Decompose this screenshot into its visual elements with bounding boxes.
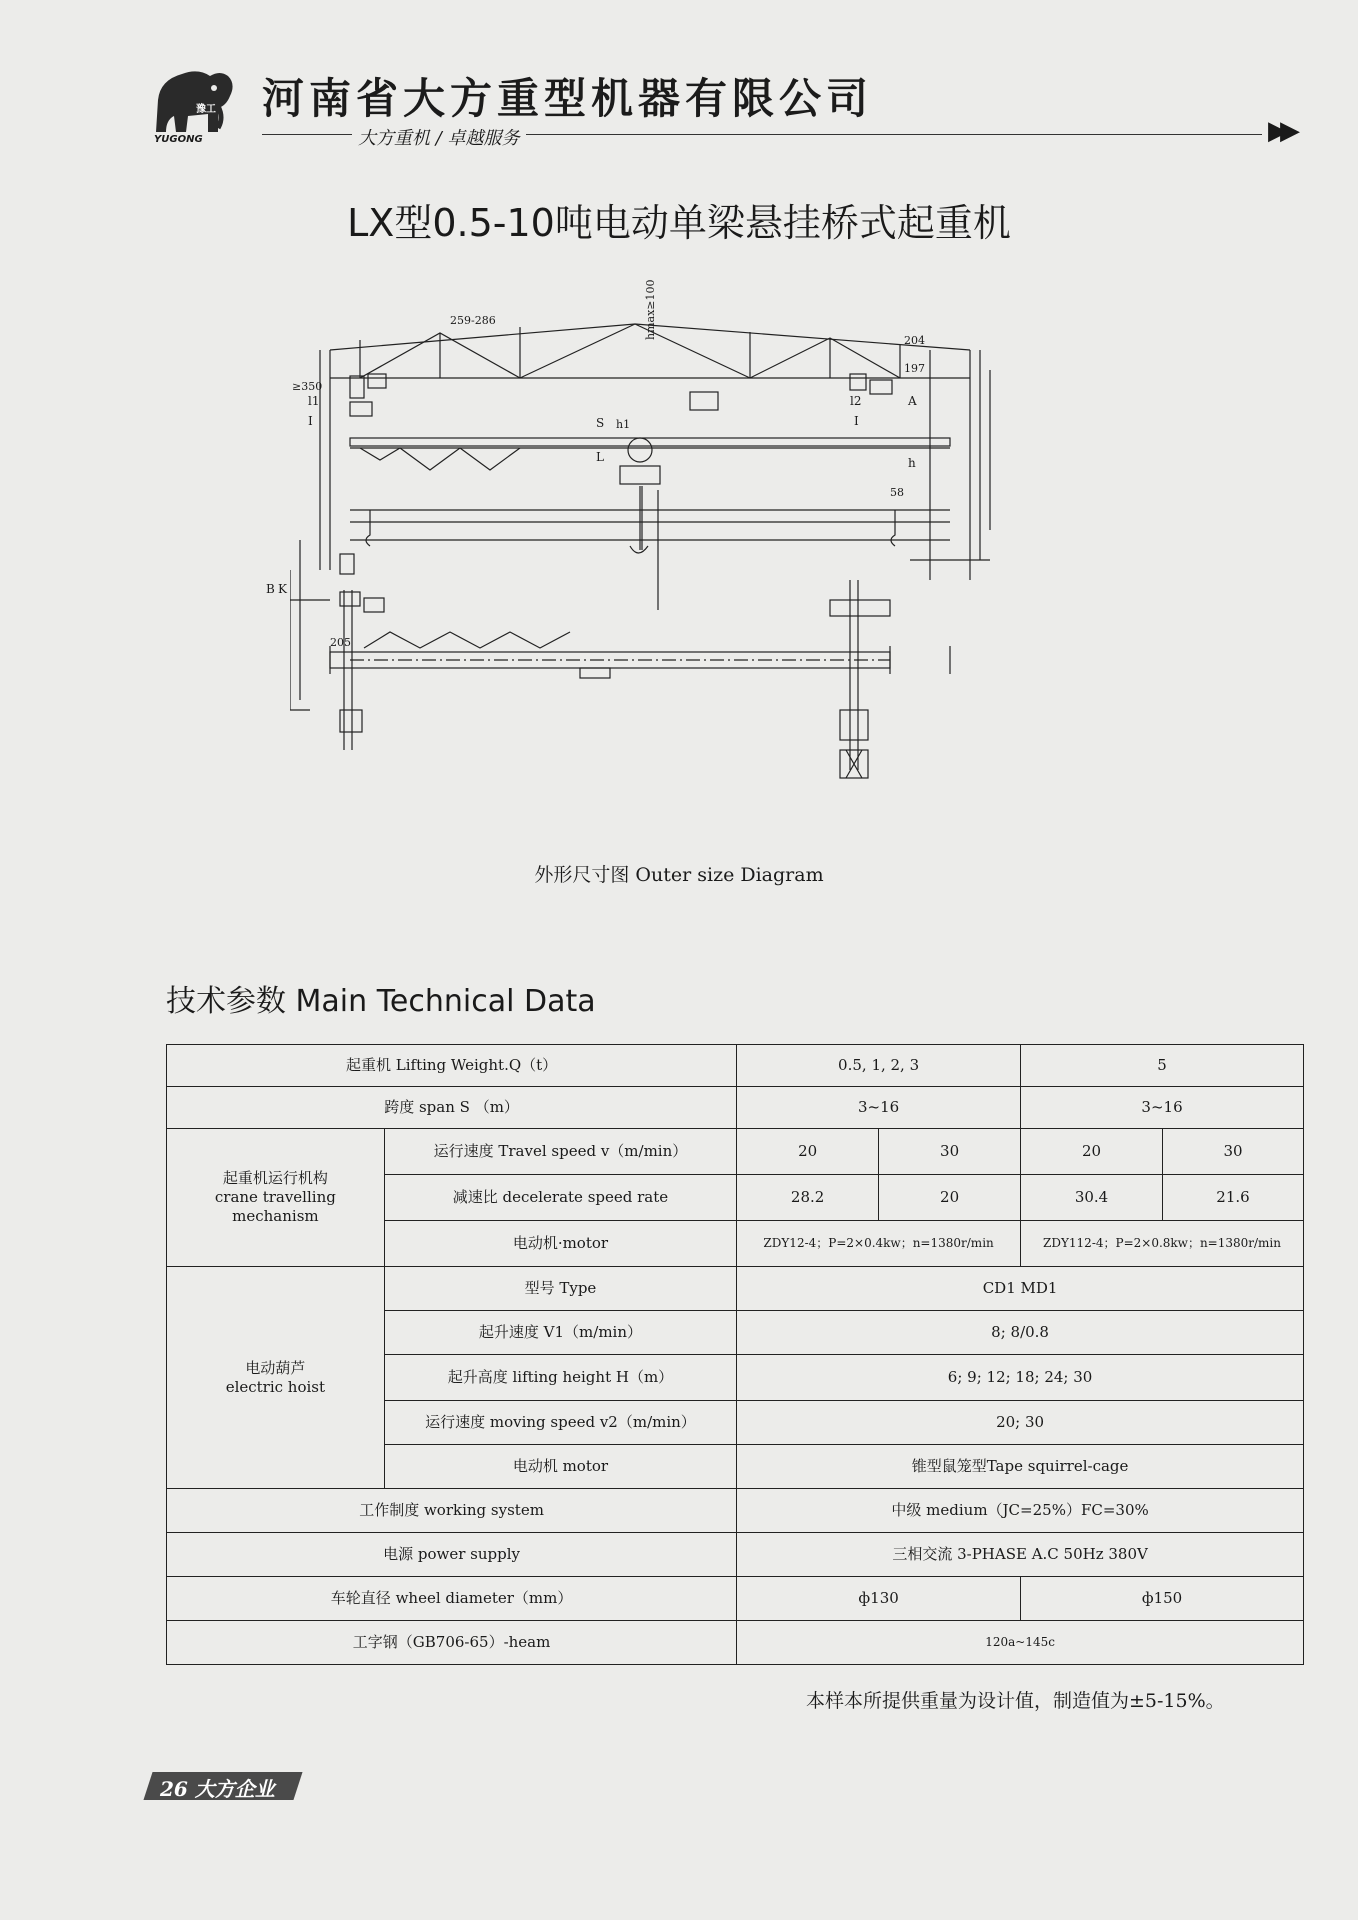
working-label: 工作制度 working system — [167, 1489, 737, 1533]
lifting-weight-b: 5 — [1021, 1045, 1304, 1087]
span-b: 3~16 — [1021, 1087, 1304, 1129]
ratio-3: 30.4 — [1021, 1175, 1163, 1221]
weight-note: 本样本所提供重量为设计值，制造值为±5-15%。 — [806, 1690, 1225, 1712]
dim-204: 204 — [904, 334, 925, 347]
table-row — [167, 1621, 1304, 1665]
beam-label: 工字钢（GB706-65）-heam — [167, 1621, 737, 1665]
table-row — [167, 1267, 1304, 1311]
technical-data-table — [166, 1044, 1304, 1665]
travel-speed-2: 30 — [879, 1129, 1021, 1175]
crane-motor-label: 电动机·motor — [384, 1221, 736, 1267]
outer-size-diagram — [266, 279, 1090, 850]
crane-travel-group — [167, 1129, 385, 1267]
lift-speed-value: 8; 8/0.8 — [737, 1311, 1304, 1355]
crane-travel-group-en1: crane travelling — [214, 1188, 336, 1207]
page-title: LX型0.5-10吨电动单梁悬挂桥式起重机 — [347, 201, 1011, 245]
wheel-b: ф150 — [1021, 1577, 1304, 1621]
working-value: 中级 medium（JC=25%）FC=30% — [737, 1489, 1304, 1533]
moving-speed-label: 运行速度 moving speed v2（m/min） — [384, 1401, 736, 1445]
type-label: 型号 Type — [384, 1267, 736, 1311]
travel-speed-3: 20 — [1021, 1129, 1163, 1175]
travel-speed-1: 20 — [737, 1129, 879, 1175]
dim-h1: h1 — [616, 418, 631, 431]
label-K: K — [278, 582, 287, 596]
logo-text-en: YUGONG — [154, 134, 203, 145]
lift-height-label: 起升高度 lifting height H（m） — [384, 1355, 736, 1401]
label-L: L — [596, 450, 604, 464]
label-I-left: I — [308, 414, 313, 428]
dim-58: 58 — [890, 486, 904, 499]
label-S: S — [596, 416, 605, 430]
table-row — [167, 1489, 1304, 1533]
label-l2: l2 — [850, 394, 862, 408]
crane-travel-group-en2: mechanism — [232, 1206, 319, 1225]
table-row — [167, 1087, 1304, 1129]
type-value: CD1 MD1 — [737, 1267, 1304, 1311]
span-label: 跨度 span S （m） — [167, 1087, 737, 1129]
crane-motor-b: ZDY112-4；P=2×0.8kw；n=1380r/min — [1021, 1221, 1304, 1267]
ratio-4: 21.6 — [1163, 1175, 1304, 1221]
dim-197: 197 — [904, 362, 925, 375]
logo-text-cn: 豫工 — [196, 104, 216, 115]
company-slogan: 大方重机 / 卓越服务 — [352, 124, 526, 150]
lift-speed-label: 起升速度 V1（m/min） — [384, 1311, 736, 1355]
label-I-right: I — [854, 414, 859, 428]
dim-A: A — [908, 394, 917, 408]
hoist-group — [167, 1267, 385, 1489]
label-B: B — [266, 582, 275, 596]
double-arrow-icon: ▶▶ — [1268, 116, 1292, 146]
table-row — [167, 1577, 1304, 1621]
footer-page-label: 26 大方企业 — [160, 1777, 275, 1801]
crane-travel-group-cn: 起重机运行机构 — [222, 1169, 328, 1188]
travel-speed-4: 30 — [1163, 1129, 1304, 1175]
dim-205: 205 — [330, 636, 351, 649]
lifting-weight-label: 起重机 Lifting Weight.Q（t） — [167, 1045, 737, 1087]
dim-h: h — [908, 456, 916, 470]
power-value: 三相交流 3-PHASE A.C 50Hz 380V — [737, 1533, 1304, 1577]
lifting-weight-a: 0.5, 1, 2, 3 — [737, 1045, 1021, 1087]
hoist-motor-label: 电动机 motor — [384, 1445, 736, 1489]
table-row — [167, 1045, 1304, 1087]
hoist-group-en: electric hoist — [225, 1377, 326, 1396]
dim-259-286: 259-286 — [450, 314, 496, 327]
power-label: 电源 power supply — [167, 1533, 737, 1577]
crane-motor-a: ZDY12-4；P=2×0.4kw；n=1380r/min — [737, 1221, 1021, 1267]
travel-speed-label: 运行速度 Travel speed v（m/min） — [384, 1129, 736, 1175]
span-a: 3~16 — [737, 1087, 1021, 1129]
table-row — [167, 1533, 1304, 1577]
wheel-label: 车轮直径 wheel diameter（mm） — [167, 1577, 737, 1621]
company-name: 河南省大方重型机器有限公司 — [262, 74, 874, 123]
beam-value: 120a~145c — [737, 1621, 1304, 1665]
ratio-1: 28.2 — [737, 1175, 879, 1221]
hoist-motor-value: 锥型鼠笼型Tape squirrel-cage — [737, 1445, 1304, 1489]
moving-speed-value: 20; 30 — [737, 1401, 1304, 1445]
section-title: 技术参数 Main Technical Data — [166, 984, 596, 1019]
ratio-2: 20 — [879, 1175, 1021, 1221]
dim-350: ≥350 — [292, 380, 323, 393]
wheel-a: ф130 — [737, 1577, 1021, 1621]
lift-height-value: 6; 9; 12; 18; 24; 30 — [737, 1355, 1304, 1401]
table-row — [167, 1129, 1304, 1175]
label-l1: l1 — [308, 394, 320, 408]
hoist-group-cn: 电动葫芦 — [245, 1358, 306, 1377]
ratio-label: 减速比 decelerate speed rate — [384, 1175, 736, 1221]
dim-hmax: hmax≥100 — [644, 279, 657, 340]
diagram-caption: 外形尺寸图 Outer size Diagram — [534, 864, 824, 886]
